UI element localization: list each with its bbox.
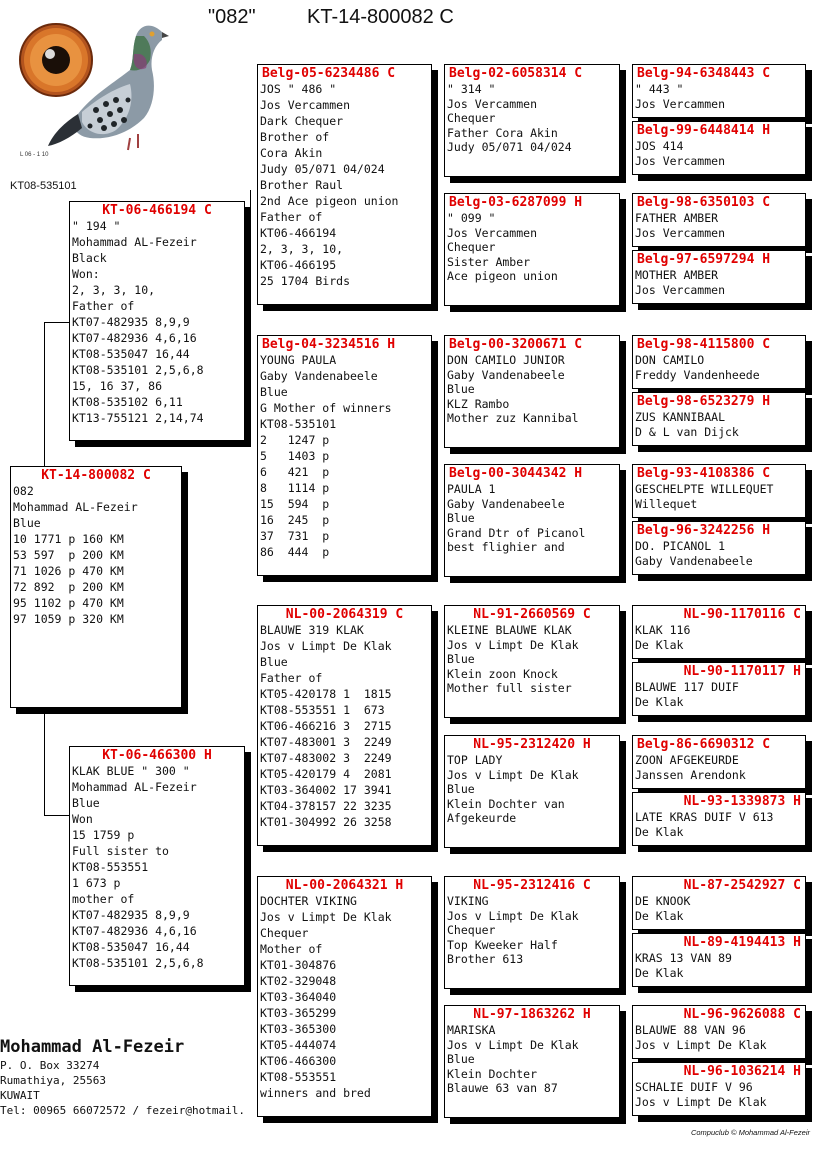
card-details [13, 483, 179, 627]
detail-line: Blauwe 63 van 87 [447, 1081, 558, 1095]
detail-line: G Mother of winners [260, 401, 392, 415]
detail-line: DE KNOOK [635, 894, 691, 908]
detail-line: Gaby Vandenabeele [260, 369, 378, 383]
card-details [447, 1023, 617, 1096]
detail-line: Chequer [447, 923, 496, 937]
grandparent-card[interactable] [257, 876, 432, 1117]
detail-line: Full sister to [72, 844, 169, 858]
detail-line: Won: [72, 267, 100, 281]
detail-line: " 194 " [72, 219, 121, 233]
detail-line: Jos Vercammen [260, 98, 351, 112]
card-details [72, 763, 242, 971]
card-details [635, 211, 803, 240]
detail-line: Jos v Limpt De Klak [635, 1094, 767, 1109]
detail-line: KT07-483001 3 2249 [260, 735, 392, 749]
detail-line: Jos Vercammen [447, 225, 538, 240]
detail-line: KT07-482936 4,6,16 [72, 331, 197, 345]
ring-number: NL-90-1170116 C [683, 607, 801, 622]
detail-line: Black [72, 251, 107, 265]
grandparent-card[interactable] [257, 335, 432, 576]
great-grandparent-card[interactable] [444, 464, 620, 577]
owner-phone-email[interactable]: Tel: 00965 66072572 / fezeir@hotmail. [0, 1104, 246, 1117]
detail-line: Jos Vercammen [635, 225, 726, 240]
ancestor-card[interactable] [632, 464, 806, 518]
card-details [635, 623, 803, 652]
detail-line: KT07-482936 4,6,16 [72, 924, 197, 938]
detail-line: Jos v Limpt De Klak [447, 637, 579, 652]
detail-line: VIKING [447, 894, 489, 908]
detail-line: KT08-535101 2,5,6,8 [72, 363, 204, 377]
detail-line: Top Kweeker Half [447, 937, 558, 952]
card-details [447, 211, 617, 284]
detail-line: Brother Raul [260, 178, 344, 192]
detail-line: KT03-365300 [260, 1022, 337, 1036]
detail-line: 95 1102 p 470 KM [13, 596, 124, 610]
card-details [635, 894, 803, 923]
ring-number: Belg-98-4115800 C [637, 337, 771, 352]
detail-line: KT07-482935 8,9,9 [72, 315, 190, 329]
detail-line: Father of [260, 671, 323, 685]
detail-line: De Klak [635, 824, 684, 839]
card-details [260, 352, 429, 560]
detail-line: KT06-466300 [260, 1054, 337, 1068]
detail-line: Chequer [260, 926, 309, 940]
detail-line: Chequer [447, 240, 496, 254]
detail-line: Blue [447, 382, 475, 396]
detail-line: MARISKA [447, 1023, 496, 1037]
ring-number: Belg-98-6523279 H [637, 394, 771, 409]
detail-line: Mohammad AL-Fezeir [72, 235, 197, 249]
detail-line: Gaby Vandenabeele [635, 553, 753, 568]
detail-line: KT06-466216 3 2715 [260, 719, 392, 733]
detail-line: KT05-420179 4 2081 [260, 767, 392, 781]
ancestor-card[interactable] [632, 250, 806, 304]
detail-line: 15 594 p [260, 497, 330, 511]
grandparent-card[interactable] [257, 605, 432, 846]
card-details [635, 353, 803, 382]
ancestor-card[interactable] [632, 193, 806, 247]
connector-line [436, 130, 437, 230]
eye-image [20, 24, 92, 96]
detail-line: GESCHELPTE WILLEQUET [635, 482, 774, 496]
card-details [635, 810, 803, 839]
ring-number: NL-87-2542927 C [683, 878, 801, 893]
great-grandparent-card[interactable] [444, 335, 620, 448]
detail-line: Janssen Arendonk [635, 767, 746, 782]
detail-line: Blue [260, 655, 288, 669]
ring-number: NL-00-2064321 H [285, 878, 404, 893]
connector-line [44, 815, 70, 816]
detail-line: KT08-553551 [72, 860, 149, 874]
pigeon-ring-number: KT-14-800082 C [307, 6, 454, 28]
subject-card[interactable] [10, 466, 182, 708]
ancestor-card[interactable] [632, 121, 806, 175]
detail-line: Cora Akin [260, 146, 323, 160]
detail-line: 71 1026 p 470 KM [13, 564, 124, 578]
ring-number: NL-95-2312416 C [473, 878, 591, 893]
ancestor-card[interactable] [632, 735, 806, 789]
detail-line: Afgekeurde [447, 811, 517, 825]
ring-number: Belg-93-4108386 C [637, 466, 771, 481]
ring-number: Belg-00-3200671 C [449, 337, 583, 352]
detail-line: ZOON AFGEKEURDE [635, 753, 739, 767]
ancestor-card[interactable] [632, 64, 806, 118]
detail-line: 082 [13, 484, 34, 498]
detail-line: KLEINE BLAUWE KLAK [447, 623, 572, 637]
detail-line: " 314 " [447, 82, 496, 96]
connector-line [624, 500, 625, 550]
ancestor-card[interactable] [632, 1005, 806, 1059]
card-details [447, 82, 617, 155]
detail-line: KT07-483002 3 2249 [260, 751, 392, 765]
ring-number: NL-96-9626088 C [683, 1007, 801, 1022]
ancestor-card[interactable] [632, 792, 806, 846]
detail-line: BLAUWE 88 VAN 96 [635, 1023, 746, 1037]
detail-line: Ace pigeon union [447, 269, 558, 283]
connector-line [436, 400, 437, 520]
detail-line: Father Cora Akin [447, 125, 558, 140]
ring-number: NL-97-1863262 H [473, 1007, 591, 1022]
card-details [635, 139, 803, 168]
detail-line: DON CAMILO JUNIOR [447, 353, 565, 367]
ring-number: NL-89-4194413 H [683, 935, 801, 950]
card-details [260, 893, 429, 1101]
card-details [635, 1023, 803, 1052]
connector-line [44, 706, 45, 816]
ancestor-card[interactable] [632, 605, 806, 659]
ring-number: NL-93-1339873 H [683, 794, 801, 809]
ring-number: Belg-97-6597294 H [637, 252, 771, 267]
detail-line: 16 245 p [260, 513, 330, 527]
detail-line: Mother zuz Kannibal [447, 411, 579, 425]
photo-caption: L 06 - 1 10 [20, 152, 49, 158]
detail-line: KRAS 13 VAN 89 [635, 951, 732, 965]
detail-line: KT03-364002 17 3941 [260, 783, 392, 797]
detail-line: Blue [13, 516, 41, 530]
ring-number: Belg-04-3234516 H [262, 337, 396, 352]
detail-line: JOS " 486 " [260, 82, 337, 96]
detail-line: DON CAMILO [635, 353, 705, 367]
detail-line: DO. PICANOL 1 [635, 539, 726, 553]
ring-number: KT-06-466300 H [102, 748, 212, 763]
detail-line: KT08-535047 16,44 [72, 940, 190, 954]
detail-line: Chequer [447, 111, 496, 125]
card-details [260, 622, 429, 830]
pigeon-photo [12, 14, 170, 164]
connector-line [250, 190, 251, 350]
ring-number: Belg-86-6690312 C [637, 737, 771, 752]
card-details [447, 353, 617, 426]
ring-number: Belg-02-6058314 C [449, 66, 583, 81]
photo-ring-number: KT08-535101 [10, 180, 77, 192]
connector-line [436, 670, 437, 790]
detail-line: Gaby Vandenabeele [447, 496, 565, 511]
card-details [635, 410, 803, 439]
detail-line: KT08-535101 2,5,6,8 [72, 956, 204, 970]
detail-line: KT01-304876 [260, 958, 337, 972]
detail-line: TOP LADY [447, 753, 503, 767]
owner-address-line: P. O. Box 33274 [0, 1059, 100, 1072]
connector-line [624, 230, 625, 280]
card-details [635, 482, 803, 511]
detail-line: 86 444 p [260, 545, 330, 559]
detail-line: Blue [447, 1052, 475, 1066]
detail-line: Jos Vercammen [447, 96, 538, 111]
owner-address-line: Rumathiya, 25563 [0, 1074, 106, 1087]
detail-line: " 099 " [447, 211, 496, 225]
detail-line: Mother full sister [447, 681, 572, 695]
detail-line: 97 1059 p 320 KM [13, 612, 124, 626]
ring-number: NL-96-1036214 H [683, 1064, 801, 1079]
card-details [260, 81, 429, 289]
detail-line: Judy 05/071 04/024 [260, 162, 385, 176]
detail-line: Jos Vercammen [635, 282, 726, 297]
card-details [447, 623, 617, 696]
ring-number: NL-91-2660569 C [473, 607, 591, 622]
detail-line: Jos Vercammen [635, 96, 726, 111]
detail-line: De Klak [635, 637, 684, 652]
owner-name: Mohammad Al-Fezeir [0, 1037, 185, 1057]
detail-line: Father of [72, 299, 135, 313]
great-grandparent-card[interactable] [444, 605, 620, 718]
detail-line: 6 421 p [260, 465, 330, 479]
great-grandparent-card[interactable] [444, 64, 620, 177]
detail-line: MOTHER AMBER [635, 268, 719, 282]
detail-line: Blue [447, 652, 475, 666]
ring-number: Belg-00-3044342 H [449, 466, 583, 481]
dam-card[interactable] [69, 746, 245, 986]
detail-line: KT08-553551 1 673 [260, 703, 385, 717]
ancestor-card[interactable] [632, 662, 806, 716]
detail-line: KT05-420178 1 1815 [260, 687, 392, 701]
detail-line: 10 1771 p 160 KM [13, 532, 124, 546]
detail-line: 15, 16 37, 86 [72, 379, 163, 393]
ring-number: NL-95-2312420 H [473, 737, 591, 752]
detail-line: KT08-535102 6,11 [72, 395, 183, 409]
ring-number: Belg-98-6350103 C [637, 195, 771, 210]
detail-line: 53 597 p 200 KM [13, 548, 124, 562]
detail-line: Jos v Limpt De Klak [447, 1037, 579, 1052]
detail-line: SCHALIE DUIF V 96 [635, 1080, 753, 1094]
detail-line: Willequet [635, 496, 698, 511]
grandparent-card[interactable] [257, 64, 432, 305]
detail-line: Father of [260, 210, 323, 224]
detail-line: YOUNG PAULA [260, 353, 337, 367]
detail-line: Blue [447, 782, 475, 796]
ancestor-card[interactable] [632, 392, 806, 446]
detail-line: Mohammad AL-Fezeir [72, 780, 197, 794]
detail-line: winners and bred [260, 1086, 371, 1100]
connector-line [624, 370, 625, 420]
detail-line: KLZ Rambo [447, 396, 510, 411]
card-details [635, 268, 803, 297]
detail-line: Judy 05/071 04/024 [447, 140, 572, 154]
detail-line: 5 1403 p [260, 449, 330, 463]
card-details [447, 482, 617, 555]
card-details [447, 753, 617, 826]
ancestor-card[interactable] [632, 335, 806, 389]
card-details [635, 680, 803, 709]
detail-line: Jos v Limpt De Klak [635, 1037, 767, 1052]
detail-line: KT03-364040 [260, 990, 337, 1004]
ring-number: NL-90-1170117 H [683, 664, 801, 679]
detail-line: Sister Amber [447, 254, 531, 269]
detail-line: best flighier and [447, 540, 565, 554]
detail-line: Mother of [260, 942, 323, 956]
ancestor-card[interactable] [632, 1062, 806, 1116]
detail-line: Klein Dochter van [447, 796, 565, 811]
owner-address-line: KUWAIT [0, 1089, 40, 1102]
detail-line: JOS 414 [635, 139, 684, 153]
ancestor-card[interactable] [632, 876, 806, 930]
detail-line: Freddy Vandenheede [635, 367, 760, 382]
great-grandparent-card[interactable] [444, 193, 620, 306]
ring-number: Belg-96-3242256 H [637, 523, 771, 538]
detail-line: Grand Dtr of Picanol [447, 525, 586, 540]
detail-line: Mohammad AL-Fezeir [13, 500, 138, 514]
great-grandparent-card[interactable] [444, 1005, 620, 1118]
detail-line: Gaby Vandenabeele [447, 367, 565, 382]
detail-line: Blue [447, 511, 475, 525]
connector-line [624, 770, 625, 820]
detail-line: KT13-755121 2,14,74 [72, 411, 204, 425]
detail-line: Jos v Limpt De Klak [447, 908, 579, 923]
ancestor-card[interactable] [632, 933, 806, 987]
detail-line: Klein Dochter [447, 1066, 538, 1081]
detail-line: DOCHTER VIKING [260, 894, 357, 908]
card-details [72, 218, 242, 426]
detail-line: KT05-444074 [260, 1038, 337, 1052]
detail-line: ZUS KANNIBAAL [635, 410, 726, 424]
detail-line: Dark Chequer [260, 114, 344, 128]
detail-line: Won [72, 812, 93, 826]
detail-line: 8 1114 p [260, 481, 330, 495]
detail-line: 25 1704 Birds [260, 274, 351, 288]
detail-line: KLAK 116 [635, 623, 691, 637]
detail-line: KT03-365299 [260, 1006, 337, 1020]
ring-number: Belg-94-6348443 C [637, 66, 771, 81]
card-details [635, 539, 803, 568]
detail-line: Blue [72, 796, 100, 810]
detail-line: 72 892 p 200 KM [13, 580, 124, 594]
ring-number: NL-00-2064319 C [285, 607, 404, 622]
ring-number: KT-06-466194 C [102, 203, 212, 218]
detail-line: LATE KRAS DUIF V 613 [635, 810, 774, 824]
detail-line: 15 1759 p [72, 828, 135, 842]
detail-line: KT06-466195 [260, 258, 337, 272]
detail-line: 37 731 p [260, 529, 330, 543]
connector-line [436, 940, 437, 1060]
connector-line [624, 1040, 625, 1090]
detail-line: KT07-482935 8,9,9 [72, 908, 190, 922]
connector-line [624, 100, 625, 150]
detail-line: 2, 3, 3, 10, [260, 242, 344, 256]
detail-line: mother of [72, 892, 135, 906]
owner-contact [0, 1036, 262, 1118]
detail-line: BLAUWE 319 KLAK [260, 623, 364, 637]
detail-line: Klein zoon Knock [447, 666, 558, 681]
ring-number: Belg-99-6448414 H [637, 123, 771, 138]
card-details [635, 951, 803, 980]
detail-line: KT08-535101 [260, 417, 337, 431]
detail-line: PAULA 1 [447, 482, 496, 496]
detail-line: BLAUWE 117 DUIF [635, 680, 739, 694]
detail-line: Jos v Limpt De Klak [260, 639, 392, 653]
detail-line: Brother 613 [447, 952, 524, 966]
detail-line: KLAK BLUE " 300 " [72, 764, 190, 778]
connector-line [624, 910, 625, 960]
detail-line: KT02-329048 [260, 974, 337, 988]
detail-line: De Klak [635, 694, 684, 709]
connector-line [250, 870, 251, 970]
detail-line: 2 1247 p [260, 433, 330, 447]
ring-number: Belg-05-6234486 C [262, 66, 396, 81]
detail-line: KT01-304992 26 3258 [260, 815, 392, 829]
pigeon-name: "082" [208, 6, 256, 28]
detail-line: Jos v Limpt De Klak [447, 767, 579, 782]
connector-line [44, 322, 70, 323]
detail-line: KT06-466194 [260, 226, 337, 240]
detail-line: De Klak [635, 908, 684, 923]
detail-line: De Klak [635, 965, 684, 980]
ancestor-card[interactable] [632, 521, 806, 575]
detail-line: D & L van Dijck [635, 424, 739, 439]
detail-line: Brother of [260, 130, 330, 144]
detail-line: Jos Vercammen [635, 153, 726, 168]
detail-line: KT04-378157 22 3235 [260, 799, 392, 813]
sire-card[interactable] [69, 201, 245, 441]
footer-credit: Compuclub © Mohammad Al-Fezeir [690, 1128, 810, 1137]
ring-number: Belg-03-6287099 H [449, 195, 583, 210]
card-details [447, 894, 617, 967]
great-grandparent-card[interactable] [444, 876, 620, 989]
connector-line [44, 322, 45, 470]
card-details [635, 82, 803, 111]
great-grandparent-card[interactable] [444, 735, 620, 848]
connector-line [624, 640, 625, 690]
card-details [635, 1080, 803, 1109]
detail-line: 2, 3, 3, 10, [72, 283, 156, 297]
detail-line: 1 673 p [72, 876, 121, 890]
detail-line: Jos v Limpt De Klak [260, 910, 392, 924]
card-details [635, 753, 803, 782]
ring-number: KT-14-800082 C [41, 468, 151, 483]
detail-line: KT08-553551 [260, 1070, 337, 1084]
detail-line: KT08-535047 16,44 [72, 347, 190, 361]
detail-line: Blue [260, 385, 288, 399]
detail-line: FATHER AMBER [635, 211, 719, 225]
detail-line: " 443 " [635, 82, 684, 96]
detail-line: 2nd Ace pigeon union [260, 194, 399, 208]
